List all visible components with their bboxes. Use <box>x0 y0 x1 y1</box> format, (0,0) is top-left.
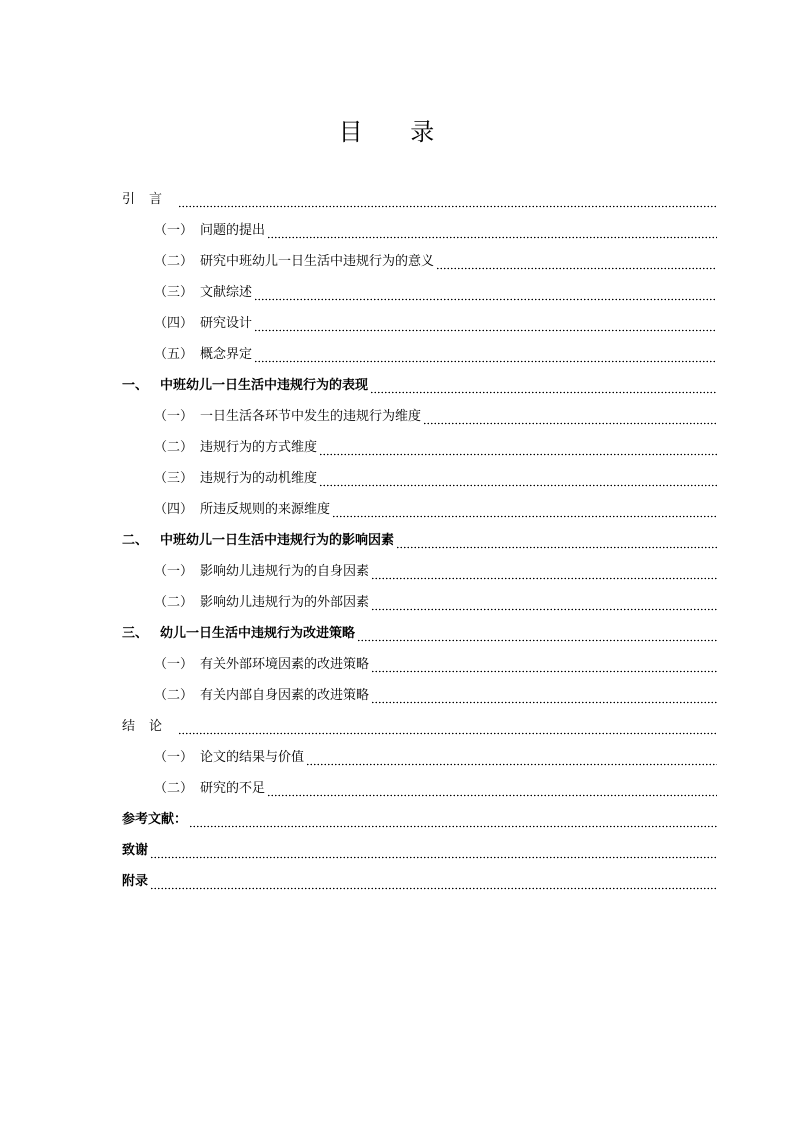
toc-entry[interactable] <box>122 339 717 370</box>
toc-entry[interactable] <box>122 370 717 401</box>
dot-leader <box>371 570 717 580</box>
toc-entry-number: （一） <box>154 656 194 672</box>
toc-entry-number: （一） <box>154 749 194 765</box>
toc-entry-label: 中班幼儿一日生活中违规行为的影响因素 <box>160 532 395 548</box>
dot-leader <box>332 508 717 518</box>
toc-entry[interactable] <box>122 618 717 649</box>
toc-entry-number: 三、 <box>122 625 149 641</box>
dot-leader <box>319 446 717 456</box>
dot-leader <box>150 880 717 890</box>
toc-entry[interactable] <box>122 649 717 680</box>
dot-leader <box>267 229 717 239</box>
toc-entry-label: 概念界定 <box>200 346 253 362</box>
dot-leader <box>371 694 717 704</box>
toc-entry-label: 问题的提出 <box>200 222 266 238</box>
toc-entry-label: 影响幼儿违规行为的自身因素 <box>200 563 370 579</box>
toc-entry-label: 中班幼儿一日生活中违规行为的表现 <box>160 377 369 393</box>
toc-entry[interactable] <box>122 184 717 215</box>
toc-entry[interactable] <box>122 866 717 897</box>
toc-entry-label: 附录 <box>122 873 149 889</box>
dot-leader <box>319 477 717 487</box>
toc-entry-label: 论文的结果与价值 <box>200 749 305 765</box>
toc-entry[interactable] <box>122 246 717 277</box>
toc-entry-number: （二） <box>154 687 194 703</box>
dot-leader <box>178 725 717 735</box>
dot-leader <box>267 787 717 797</box>
toc-entry-label: 有关内部自身因素的改进策略 <box>200 687 370 703</box>
toc-entry-number: 二、 <box>122 532 149 548</box>
dot-leader <box>396 539 717 549</box>
dot-leader <box>357 632 717 642</box>
toc-entry[interactable] <box>122 835 717 866</box>
toc-entry[interactable] <box>122 587 717 618</box>
toc-entry-number: （二） <box>154 780 194 796</box>
dot-leader <box>423 415 717 425</box>
toc-entry[interactable] <box>122 277 717 308</box>
toc-entry[interactable] <box>122 308 717 339</box>
dot-leader <box>178 198 717 208</box>
toc-entry-label: 研究中班幼儿一日生活中违规行为的意义 <box>200 253 435 269</box>
toc-entry-number: （二） <box>154 594 194 610</box>
toc-entry[interactable] <box>122 556 717 587</box>
toc-entry[interactable] <box>122 401 717 432</box>
toc-entry-number: 一、 <box>122 377 149 393</box>
toc-entry[interactable] <box>122 215 717 246</box>
toc-entry-number: （三） <box>154 470 194 486</box>
toc-entry-number: （四） <box>154 501 194 517</box>
dot-leader <box>306 756 717 766</box>
toc-entry-label: 致谢 <box>122 842 149 858</box>
toc-entry-label: 结论 <box>122 718 177 734</box>
toc-entry-number: （二） <box>154 253 194 269</box>
table-of-contents <box>122 184 717 897</box>
toc-entry-label: 所违反规则的来源维度 <box>200 501 331 517</box>
toc-entry-label: 影响幼儿违规行为的外部因素 <box>200 594 370 610</box>
toc-entry[interactable] <box>122 804 717 835</box>
toc-entry-label: 引言 <box>122 191 177 207</box>
toc-entry[interactable] <box>122 463 717 494</box>
toc-entry-number: （五） <box>154 346 194 362</box>
toc-entry[interactable] <box>122 494 717 525</box>
toc-entry-number: （一） <box>154 222 194 238</box>
toc-entry-number: （一） <box>154 408 194 424</box>
toc-entry-number: （一） <box>154 563 194 579</box>
toc-entry-number: （二） <box>154 439 194 455</box>
toc-entry-number: （四） <box>154 315 194 331</box>
toc-entry-label: 幼儿一日生活中违规行为改进策略 <box>160 625 356 641</box>
toc-entry-label: 研究设计 <box>200 315 253 331</box>
dot-leader <box>254 291 717 301</box>
dot-leader <box>370 384 717 394</box>
dot-leader <box>371 663 717 673</box>
toc-entry-label: 违规行为的动机维度 <box>200 470 318 486</box>
dot-leader <box>436 260 717 270</box>
toc-entry[interactable] <box>122 525 717 556</box>
dot-leader <box>189 818 717 828</box>
toc-entry-label: 研究的不足 <box>200 780 266 796</box>
dot-leader <box>254 322 717 332</box>
toc-entry-label: 参考文献： <box>122 811 188 827</box>
toc-entry-label: 违规行为的方式维度 <box>200 439 318 455</box>
toc-entry[interactable] <box>122 711 717 742</box>
toc-title: 目 录 <box>338 118 455 146</box>
dot-leader <box>254 353 717 363</box>
toc-entry[interactable] <box>122 680 717 711</box>
toc-entry[interactable] <box>122 773 717 804</box>
toc-entry-label: 文献综述 <box>200 284 253 300</box>
toc-entry-label: 一日生活各环节中发生的违规行为维度 <box>200 408 422 424</box>
dot-leader <box>150 849 717 859</box>
toc-entry[interactable] <box>122 432 717 463</box>
toc-entry[interactable] <box>122 742 717 773</box>
toc-entry-number: （三） <box>154 284 194 300</box>
dot-leader <box>371 601 717 611</box>
toc-entry-label: 有关外部环境因素的改进策略 <box>200 656 370 672</box>
